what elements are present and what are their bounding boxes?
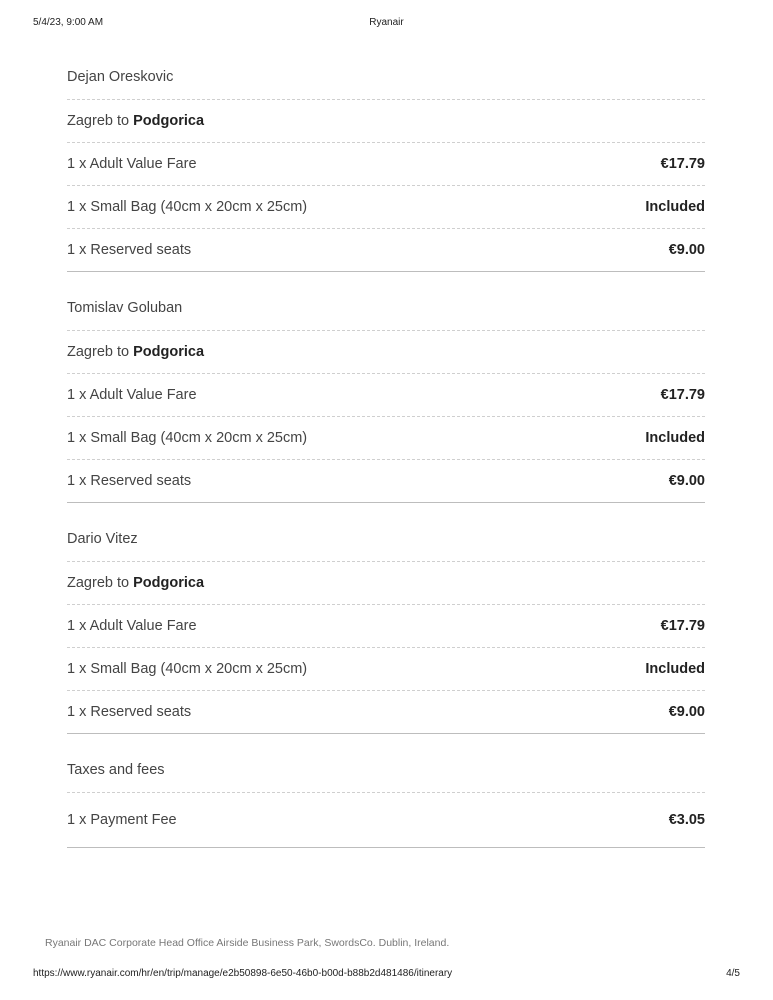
route-origin: Zagreb [67, 113, 113, 129]
line-item-label: 1 x Adult Value Fare [67, 618, 197, 634]
route-row [67, 100, 705, 143]
line-item-label: 1 x Small Bag (40cm x 20cm x 25cm) [67, 661, 308, 677]
taxes-block [67, 745, 705, 848]
passenger-name-row [67, 283, 705, 331]
booking-summary [67, 52, 705, 848]
route-text [67, 113, 204, 129]
line-item-price: €17.79 [660, 156, 705, 172]
print-footer [33, 968, 740, 982]
line-item-label: 1 x Small Bag (40cm x 20cm x 25cm) [67, 430, 308, 446]
route-origin: Zagreb [67, 575, 113, 591]
route-destination: Podgorica [133, 344, 205, 360]
print-date: 5/4/23, 9:00 AM [33, 17, 104, 28]
company-address: Ryanair DAC Corporate Head Office Airside Business Park, SwordsCo. Dublin, Ireland. [45, 937, 450, 949]
line-item-row [67, 229, 705, 272]
line-item-price: €9.00 [668, 242, 705, 258]
line-item-row [67, 143, 705, 186]
route-row [67, 331, 705, 374]
passenger-block [67, 283, 705, 503]
line-item-price: Included [645, 199, 705, 215]
line-item-row [67, 691, 705, 734]
line-item-row [67, 417, 705, 460]
passenger-name: Dejan Oreskovic [67, 68, 174, 85]
route-connector: to [116, 575, 130, 591]
line-item-label: 1 x Reserved seats [67, 473, 192, 489]
route-connector: to [116, 113, 130, 129]
line-item-row [67, 460, 705, 503]
line-item-row [67, 605, 705, 648]
line-item-price: Included [645, 430, 705, 446]
line-item-label: 1 x Adult Value Fare [67, 156, 197, 172]
passenger-block [67, 52, 705, 272]
route-origin: Zagreb [67, 344, 113, 360]
passenger-name-row [67, 514, 705, 562]
line-item-price: €9.00 [668, 704, 705, 720]
route-destination: Podgorica [133, 575, 205, 591]
line-item-label: 1 x Payment Fee [67, 812, 177, 828]
print-title: Ryanair [369, 17, 404, 28]
passenger-name: Dario Vitez [67, 530, 138, 547]
line-item-label: 1 x Reserved seats [67, 242, 192, 258]
print-header [33, 17, 740, 31]
line-item-label: 1 x Reserved seats [67, 704, 192, 720]
line-item-row [67, 374, 705, 417]
passenger-name-row [67, 52, 705, 100]
line-item-price: €9.00 [668, 473, 705, 489]
taxes-heading: Taxes and fees [67, 761, 165, 778]
line-item-row [67, 793, 705, 848]
taxes-heading-row [67, 745, 705, 793]
line-item-price: Included [645, 661, 705, 677]
passenger-name: Tomislav Goluban [67, 299, 183, 316]
line-item-label: 1 x Small Bag (40cm x 20cm x 25cm) [67, 199, 308, 215]
page-url: https://www.ryanair.com/hr/en/trip/manage/e2b50898-6e50-46b0-b00d-b88b2d481486/itinerary [33, 968, 453, 979]
route-row [67, 562, 705, 605]
route-text [67, 344, 204, 360]
route-text [67, 575, 204, 591]
line-item-price: €17.79 [660, 387, 705, 403]
line-item-label: 1 x Adult Value Fare [67, 387, 197, 403]
line-item-row [67, 648, 705, 691]
page-number: 4/5 [726, 968, 740, 979]
passenger-block [67, 514, 705, 734]
line-item-row [67, 186, 705, 229]
line-item-price: €3.05 [668, 812, 705, 828]
line-item-price: €17.79 [660, 618, 705, 634]
route-connector: to [116, 344, 130, 360]
route-destination: Podgorica [133, 113, 205, 129]
